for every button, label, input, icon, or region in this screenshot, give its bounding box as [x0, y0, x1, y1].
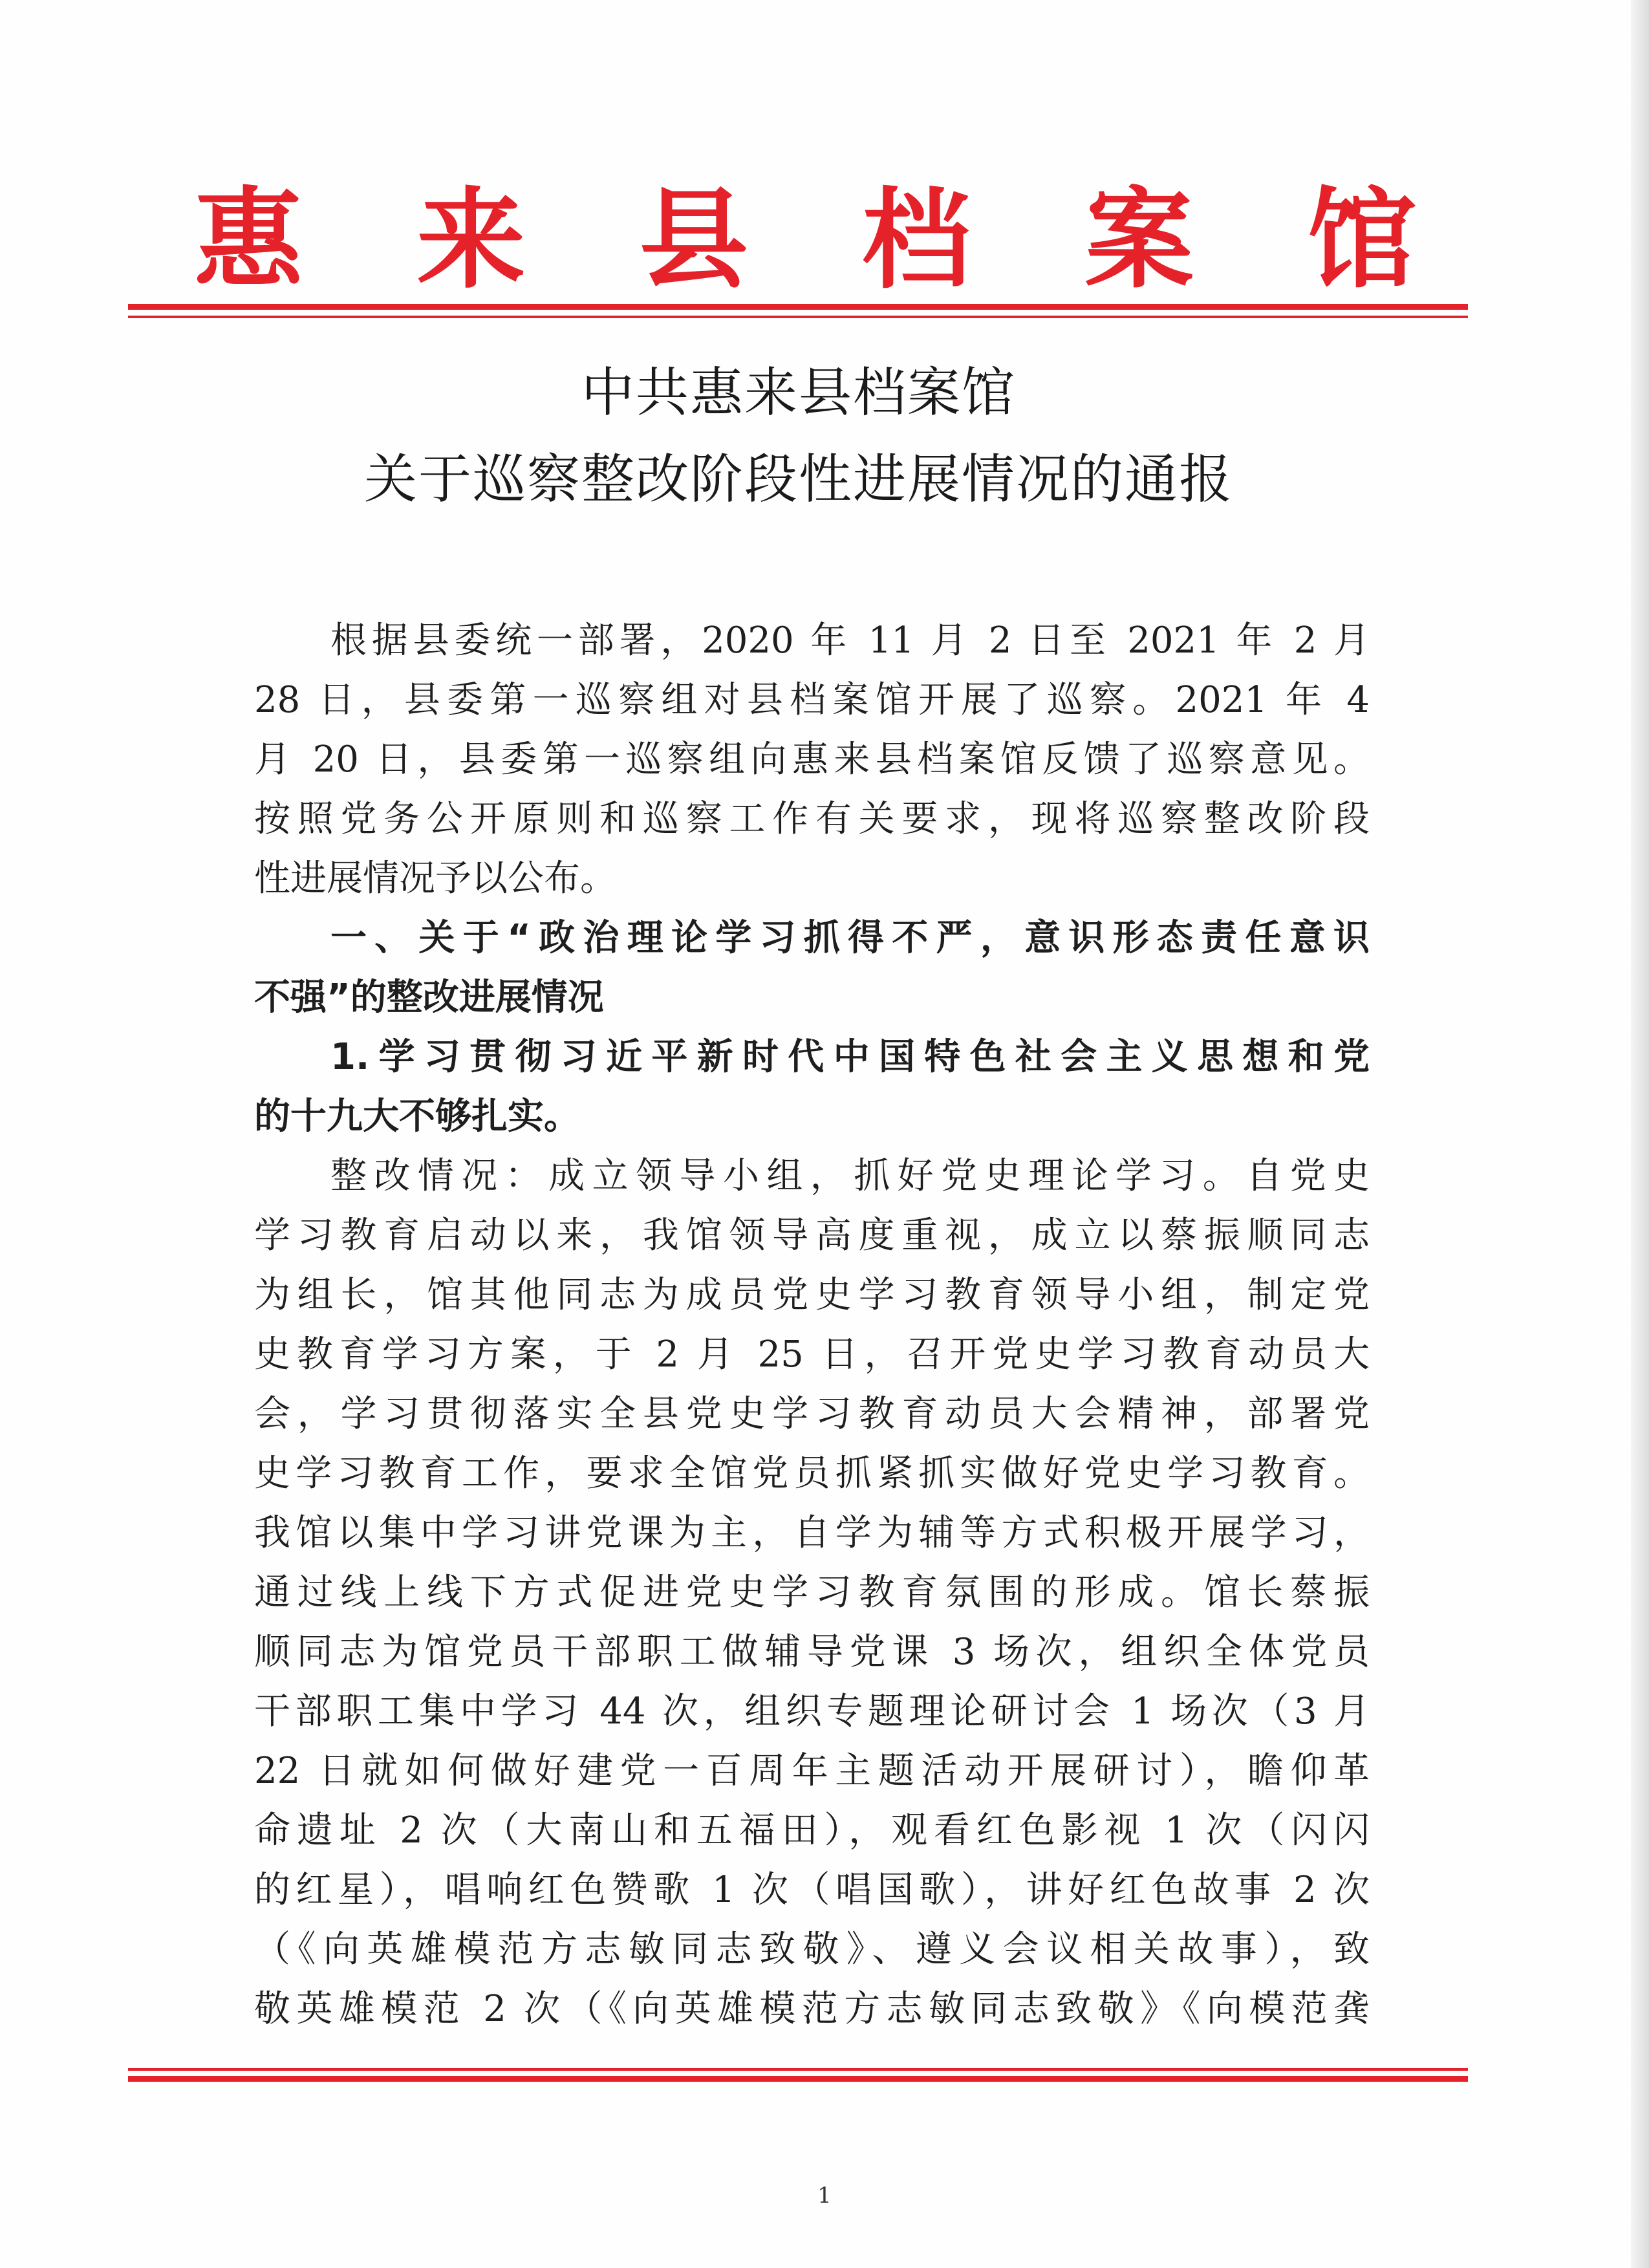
letterhead-char: 案 — [1084, 175, 1194, 303]
body-line: 按照党务公开原则和巡察工作有关要求，现将巡察整改阶段 — [254, 798, 1370, 840]
body-line: 22 日就如何做好建党一百周年主题活动开展研讨），瞻仰革 — [254, 1750, 1370, 1792]
scan-edge — [1631, 0, 1649, 2268]
body-line: 顺同志为馆党员干部职工做辅导党课 3 场次，组织全体党员 — [254, 1631, 1370, 1673]
body-line: 会，学习贯彻落实全县党史学习教育动员大会精神，部署党 — [254, 1393, 1370, 1435]
footer-rule-thin — [128, 2068, 1468, 2071]
body-line: 通过线上线下方式促进党史学习教育氛围的形成。馆长蔡振 — [254, 1571, 1370, 1614]
body-line: 命遗址 2 次（大南山和五福田），观看红色影视 1 次（闪闪 — [254, 1809, 1370, 1852]
body-line: 干部职工集中学习 44 次，组织专题理论研讨会 1 场次（3 月 — [254, 1690, 1370, 1733]
letterhead — [194, 175, 1416, 304]
body-line: 的红星），唱响红色赞歌 1 次（唱国歌），讲好红色故事 2 次 — [254, 1869, 1370, 1911]
body-line: 月 20 日，县委第一巡察组向惠来县档案馆反馈了巡察意见。 — [254, 739, 1370, 781]
header-rule-thin — [128, 316, 1468, 318]
letterhead-char: 惠 — [194, 175, 303, 303]
section-heading: 一、关于“政治理论学习抓得不严，意识形态责任意识 — [330, 917, 1370, 959]
body-line: （《向英雄模范方志敏同志致敬》、遵义会议相关故事），致 — [254, 1928, 1370, 1971]
footer-rule-thick — [128, 2076, 1468, 2082]
body-line: 史教育学习方案，于 2 月 25 日，召开党史学习教育动员大 — [254, 1334, 1370, 1376]
document-body — [254, 611, 1370, 2039]
letterhead-char: 县 — [639, 175, 748, 303]
letterhead-char: 来 — [416, 175, 526, 303]
body-line: 性进展情况予以公布。 — [254, 858, 616, 900]
body-line: 为组长，馆其他同志为成员党史学习教育领导小组，制定党 — [254, 1274, 1370, 1316]
body-line: 史学习教育工作，要求全馆党员抓紧抓实做好党史学习教育。 — [254, 1453, 1370, 1495]
subsection-heading: 的十九大不够扎实。 — [254, 1096, 580, 1138]
subsection-heading: 1.学习贯彻习近平新时代中国特色社会主义思想和党 — [330, 1036, 1370, 1078]
document-title-line2: 关于巡察整改阶段性进展情况的通报 — [363, 449, 1233, 510]
page-number: 1 — [817, 2183, 832, 2209]
body-line: 我馆以集中学习讲党课为主，自学为辅等方式积极开展学习， — [254, 1512, 1370, 1554]
document-title-line1: 中共惠来县档案馆 — [581, 362, 1016, 424]
section-heading: 不强”的整改进展情况 — [254, 977, 604, 1019]
header-rule-thick — [128, 304, 1468, 310]
letterhead-char: 馆 — [1307, 175, 1416, 303]
body-line: 敬英雄模范 2 次（《向英雄模范方志敏同志致敬》《向模范龚 — [254, 1988, 1370, 2030]
body-line: 根据县委统一部署，2020 年 11 月 2 日至 2021 年 2 月 — [330, 620, 1370, 662]
letterhead-char: 档 — [862, 175, 971, 303]
body-line: 学习教育启动以来，我馆领导高度重视，成立以蔡振顺同志 — [254, 1215, 1370, 1257]
body-line: 整改情况：成立领导小组，抓好党史理论学习。自党史 — [330, 1155, 1370, 1197]
body-line: 28 日，县委第一巡察组对县档案馆开展了巡察。2021 年 4 — [254, 679, 1370, 721]
